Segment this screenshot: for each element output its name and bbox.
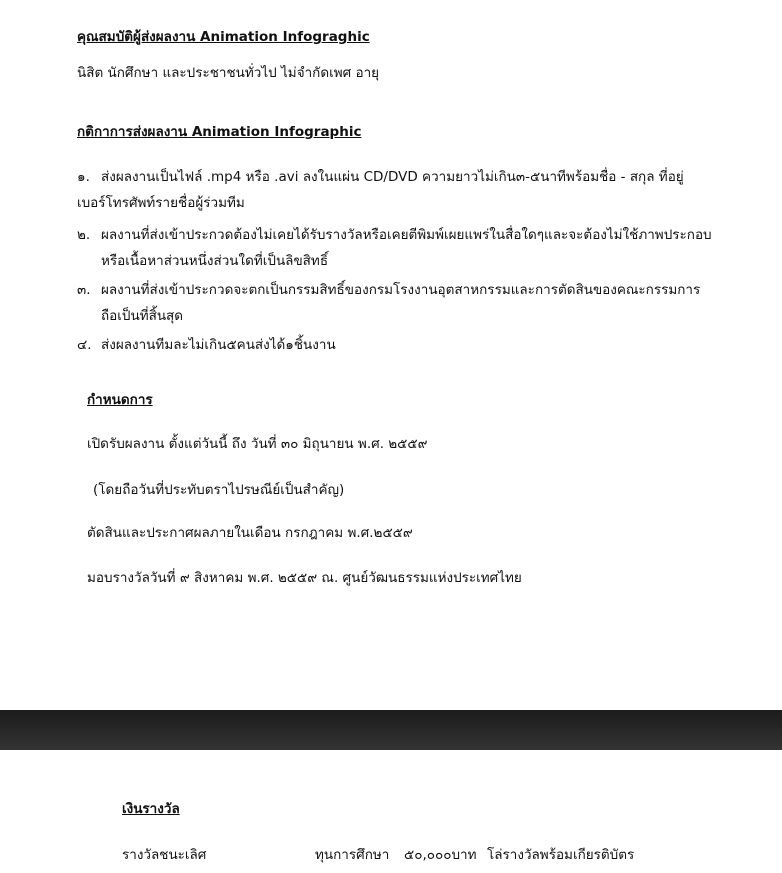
rule-text: ผลงานที่ส่งเข้าประกวดต้องไม่เคยได้รับรางวัลหรือเคยตีพิมพ์เผยแพร่ในสื่อใดๆและจะต้องไม่ใช้ภาพประกอบ — [101, 227, 712, 243]
section-divider-band — [0, 710, 782, 750]
schedule-line: ตัดสินและประกาศผลภายในเดือน กรกฎาคม พ.ศ.๒๕๕๙ — [87, 525, 413, 541]
rule-text-continued: หรือเนื้อหาส่วนหนึ่งส่วนใดที่เป็นลิขสิทธิ์ — [101, 253, 329, 269]
qualification-text: นิสิต นักศึกษา และประชาชนทั่วไป ไม่จำกัดเพศ อายุ — [77, 65, 380, 81]
prize-scholarship-label: ทุนการศึกษา — [315, 847, 390, 863]
rule-text: ส่งผลงานเป็นไฟล์ .mp4 หรือ .avi ลงในแผ่น CD/DVD ความยาวไม่เกิน๓-๕นาทีพร้อมชื่อ - สกุล ที่อยู่ — [101, 169, 684, 185]
schedule-line: มอบรางวัลวันที่ ๙ สิงหาคม พ.ศ. ๒๕๕๙ ณ. ศูนย์วัฒนธรรมแห่งประเทศไทย — [87, 570, 522, 586]
rule-number: ๑. — [77, 169, 90, 185]
prizes-heading: เงินรางวัล — [122, 801, 180, 817]
qualification-heading: คุณสมบัติผู้ส่งผลงาน Animation Infograghic — [77, 29, 370, 45]
rules-heading: กติกาการส่งผลงาน Animation Infographic — [77, 124, 362, 140]
rule-number: ๓. — [77, 282, 91, 298]
schedule-line: (โดยถือวันที่ประทับตราไปรษณีย์เป็นสำคัญ) — [93, 482, 345, 498]
schedule-line: เปิดรับผลงาน ตั้งแต่วันนี้ ถึง วันที่ ๓๐ มิถุนายน พ.ศ. ๒๕๕๙ — [87, 436, 428, 452]
prize-name: รางวัลชนะเลิศ — [122, 847, 207, 863]
rule-text-continued: เบอร์โทรศัพท์รายชื่อผู้ร่วมทีม — [77, 195, 245, 211]
rule-number: ๒. — [77, 227, 91, 243]
rule-number: ๔. — [77, 337, 92, 353]
rule-text-continued: ถือเป็นที่สิ้นสุด — [101, 308, 184, 324]
rule-text: ผลงานที่ส่งเข้าประกวดจะตกเป็นกรรมสิทธิ์ของกรมโรงงานอุตสาหกรรมและการตัดสินของคณะกรรมการ — [101, 282, 701, 298]
prize-amount: ๕๐,๐๐๐บาท — [404, 847, 477, 863]
rule-text: ส่งผลงานทีมละไม่เกิน๕คนส่งได้๑ชิ้นงาน — [101, 337, 336, 353]
schedule-heading: กำหนดการ — [87, 392, 153, 408]
prize-extra: โล่รางวัลพร้อมเกียรติบัตร — [487, 847, 635, 863]
